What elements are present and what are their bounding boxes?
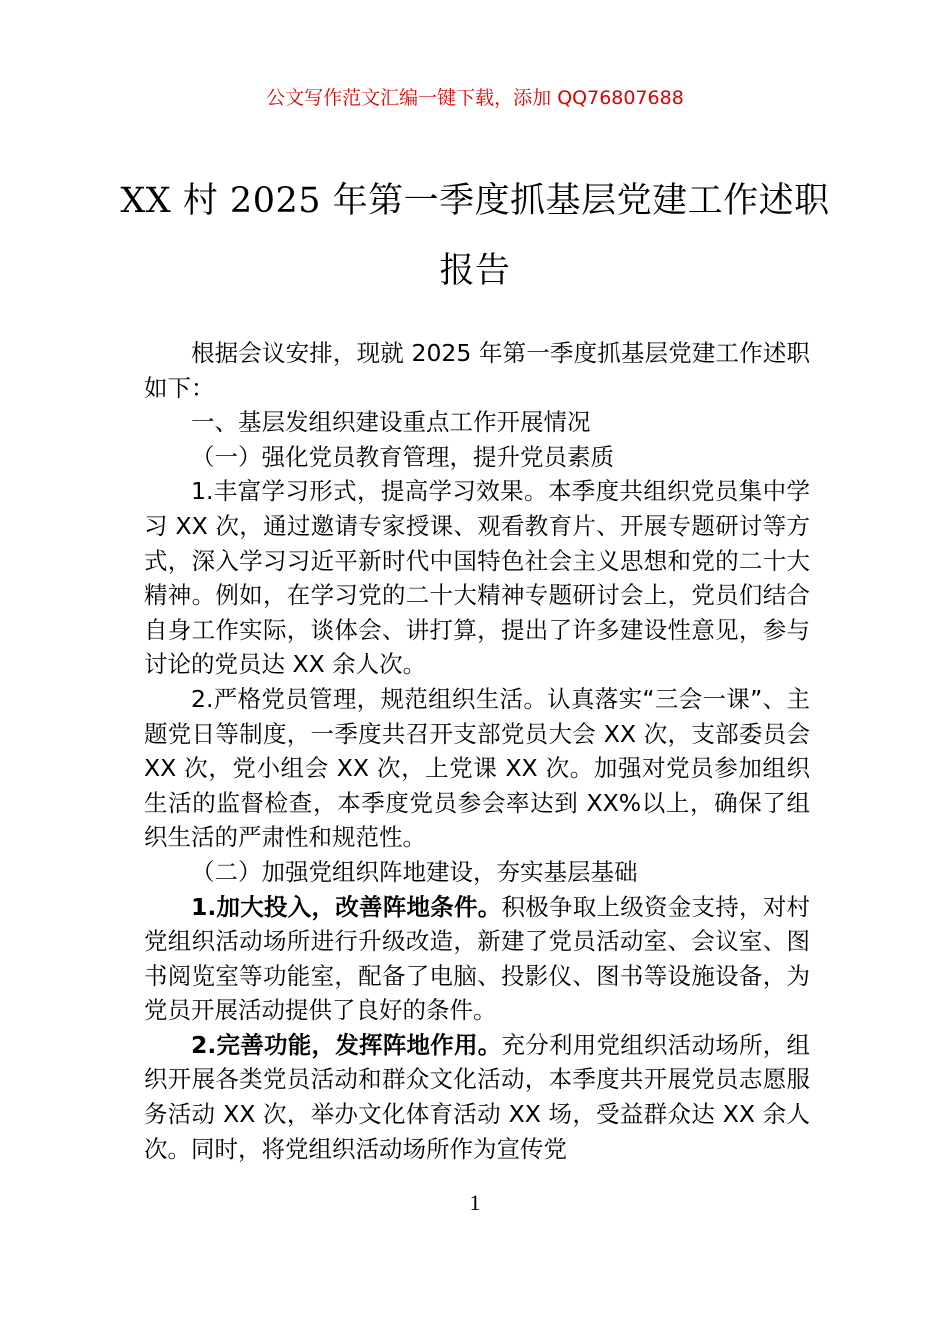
document-title: XX 村 2025 年第一季度抓基层党建工作述职报告: [120, 181, 830, 291]
page-number: 1: [469, 1190, 481, 1215]
paragraph-member-management: [144, 682, 810, 855]
paragraph-text: 1.丰富学习形式，提高学习效果。本季度共组织党员集中学习 XX 次，通过邀请专家授课、观看教育片、开展专题研讨等方式，深入学习习近平新时代中国特色社会主义思想和党的二十大精神。例如，在学习党的二十大精神专题研讨会上，党员们结合自身工作实际，谈体会、讲打算，提出了许多建设性意见，参与讨论的党员达 XX 余人次。: [144, 477, 810, 679]
section-heading-1: [144, 405, 810, 440]
paragraph-investment: [144, 890, 810, 1028]
paragraph-lead-bold: 1.加大投入，改善阵地条件。: [191, 892, 502, 921]
download-promo-note: 公文写作范文汇编一键下载，添加 QQ76807688: [266, 87, 684, 109]
document-body: [144, 336, 810, 1166]
subsection-heading-1: [144, 440, 810, 475]
subsection-heading-2: [144, 855, 810, 890]
paragraph-text: （二）加强党组织阵地建设，夯实基层基础: [191, 857, 638, 886]
paragraph-study-forms: [144, 474, 810, 682]
paragraph-text: 积极争取上级资金支持，对村党组织活动场所进行升级改造，新建了党员活动室、会议室、图书阅览室等功能室，配备了电脑、投影仪、图书等设施设备，为党员开展活动提供了良好的条件。: [144, 892, 811, 1025]
paragraph-functions: [144, 1028, 810, 1166]
paragraph-text: 根据会议安排，现就 2025 年第一季度抓基层党建工作述职如下：: [144, 339, 810, 402]
paragraph-text: 2.严格党员管理，规范组织生活。认真落实“三会一课”、主题党日等制度，一季度共召开支部党员大会 XX 次，支部委员会 XX 次，党小组会 XX 次，上党课 XX 次。加强对党员参加组织生活的监督检查，本季度党员参会率达到 XX%以上，确保了组织生活的严肃性和规范性。: [144, 684, 810, 852]
paragraph-text: 充分利用党组织活动场所，组织开展各类党员活动和群众文化活动，本季度共开展党员志愿服务活动 XX 次，举办文化体育活动 XX 场，受益群众达 XX 余人次。同时，将党组织活动场所作为宣传党: [144, 1030, 811, 1163]
paragraph-lead-bold: 2.完善功能，发挥阵地作用。: [191, 1030, 502, 1059]
paragraph-intro: [144, 336, 810, 405]
paragraph-text: （一）强化党员教育管理，提升党员素质: [191, 442, 614, 471]
paragraph-text: 一、基层发组织建设重点工作开展情况: [191, 408, 591, 437]
